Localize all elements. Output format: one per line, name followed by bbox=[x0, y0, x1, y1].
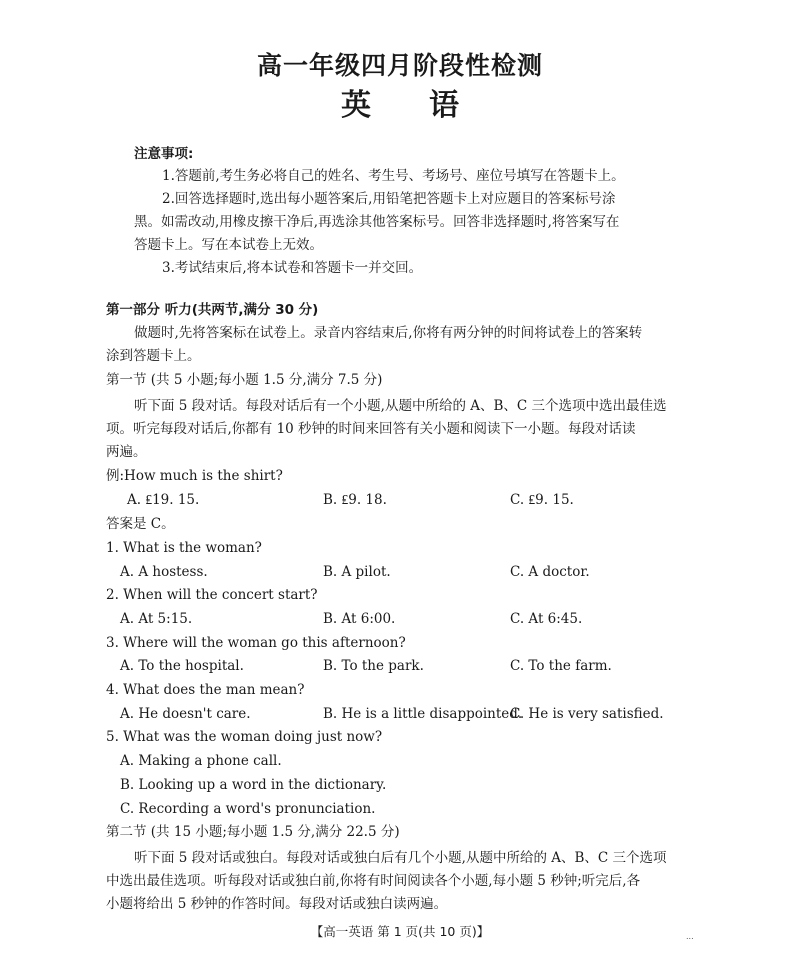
section2-intro-line-3: 小题将给出 5 秒钟的作答时间。每段对话或独白读两遍。 bbox=[106, 896, 448, 912]
question-4-option-a: A. He doesn't care. bbox=[120, 706, 251, 722]
question-4-option-b: B. He is a little disappointed. bbox=[323, 706, 523, 722]
question-1-option-c: C. A doctor. bbox=[510, 564, 590, 580]
question-2-option-c: C. At 6:45. bbox=[510, 611, 583, 627]
question-4: 4. What does the man mean? bbox=[106, 682, 305, 698]
section2-heading: 第二节 (共 15 小题;每小题 1.5 分,满分 22.5 分) bbox=[106, 824, 400, 840]
question-5-option-a: A. Making a phone call. bbox=[120, 753, 282, 769]
exam-title: 高一年级四月阶段性检测 bbox=[256, 51, 543, 80]
question-5-option-c: C. Recording a word's pronunciation. bbox=[120, 801, 376, 817]
section1-heading: 第一节 (共 5 小题;每小题 1.5 分,满分 7.5 分) bbox=[106, 372, 383, 388]
question-2: 2. When will the concert start? bbox=[106, 587, 318, 603]
question-5-option-b: B. Looking up a word in the dictionary. bbox=[120, 777, 387, 793]
notes-item-2-line-2: 黑。如需改动,用橡皮擦干净后,再选涂其他答案标号。回答非选择题时,将答案写在 bbox=[134, 214, 620, 230]
question-3-option-a: A. To the hospital. bbox=[120, 658, 244, 674]
notes-item-2-line-1: 2.回答选择题时,选出每小题答案后,用铅笔把答题卡上对应题目的答案标号涂 bbox=[162, 191, 616, 207]
question-2-option-b: B. At 6:00. bbox=[323, 611, 396, 627]
example-option-a: A. ₤19. 15. bbox=[127, 492, 200, 508]
example-option-c: C. ₤9. 15. bbox=[510, 492, 574, 508]
example-question: 例:How much is the shirt? bbox=[106, 468, 283, 484]
part1-intro-line-2: 涂到答题卡上。 bbox=[106, 348, 201, 364]
question-4-option-c: C. He is very satisfied. bbox=[510, 706, 664, 722]
section1-intro-line-3: 两遍。 bbox=[106, 444, 147, 460]
question-3: 3. Where will the woman go this afternoon? bbox=[106, 635, 406, 651]
question-2-option-a: A. At 5:15. bbox=[120, 611, 193, 627]
section1-intro-line-2: 项。听完每段对话后,你都有 10 秒钟的时间来回答有关小题和阅读下一小题。每段对话读 bbox=[106, 421, 636, 437]
notes-item-1: 1.答题前,考生务必将自己的姓名、考生号、考场号、座位号填写在答题卡上。 bbox=[162, 168, 625, 184]
example-option-b: B. ₤9. 18. bbox=[323, 492, 387, 508]
section2-intro-line-1: 听下面 5 段对话或独白。每段对话或独白后有几个小题,从题中所给的 A、B、C 三个选项 bbox=[134, 850, 667, 866]
question-1-option-b: B. A pilot. bbox=[323, 564, 391, 580]
part1-intro-line-1: 做题时,先将答案标在试卷上。录音内容结束后,你将有两分钟的时间将试卷上的答案转 bbox=[134, 325, 643, 341]
question-5: 5. What was the woman doing just now? bbox=[106, 729, 383, 745]
question-3-option-b: B. To the park. bbox=[323, 658, 424, 674]
part1-heading: 第一部分 听力(共两节,满分 30 分) bbox=[106, 302, 319, 318]
corner-mark: ... bbox=[686, 932, 694, 941]
example-answer: 答案是 C。 bbox=[106, 516, 175, 532]
notes-heading: 注意事项: bbox=[134, 146, 194, 162]
notes-item-2-line-3: 答题卡上。写在本试卷上无效。 bbox=[134, 237, 323, 253]
question-3-option-c: C. To the farm. bbox=[510, 658, 612, 674]
exam-subject: 英语 bbox=[341, 88, 517, 123]
page-footer: 【高一英语 第 1 页(共 10 页)】 bbox=[310, 924, 490, 939]
question-1-option-a: A. A hostess. bbox=[120, 564, 208, 580]
notes-item-3: 3.考试结束后,将本试卷和答题卡一并交回。 bbox=[162, 260, 423, 276]
section2-intro-line-2: 中选出最佳选项。听每段对话或独白前,你将有时间阅读各个小题,每小题 5 秒钟;听完后,各 bbox=[106, 873, 641, 889]
question-1: 1. What is the woman? bbox=[106, 540, 262, 556]
section1-intro-line-1: 听下面 5 段对话。每段对话后有一个小题,从题中所给的 A、B、C 三个选项中选出最佳选 bbox=[134, 398, 667, 414]
